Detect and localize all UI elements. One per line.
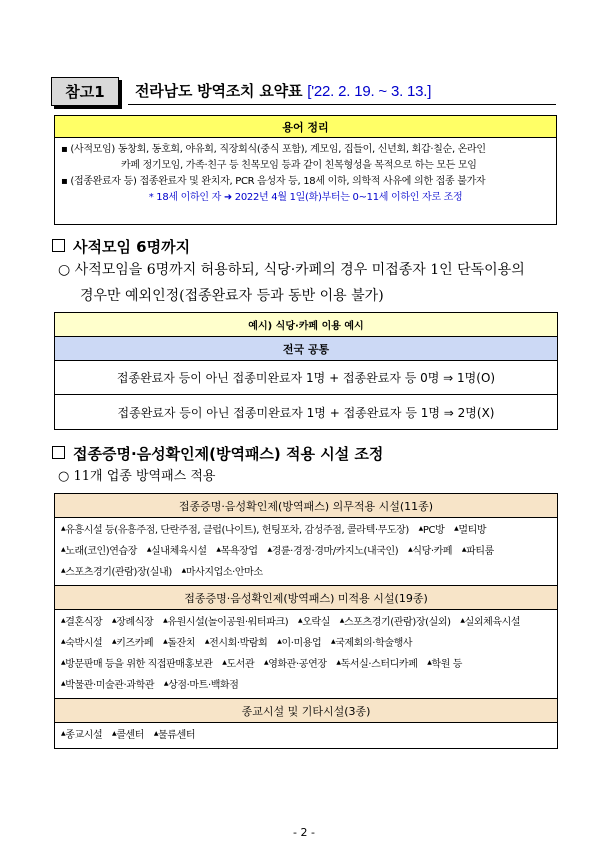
triangle-bullet-icon: ▲: [61, 638, 66, 645]
facility-label: 유흥시설 등(유흥주점, 단란주점, 클럽(나이트), 헌팅포차, 감성주점, 콜라텍·무도장): [65, 525, 409, 536]
facility-label: 도서관: [226, 659, 255, 670]
pass-group-heading-other: 종교시설 및 기타시설(3종): [55, 699, 557, 723]
square-bullet-icon: [52, 239, 65, 252]
facility-label: 식당·카페: [412, 546, 453, 557]
terms-line-private-gathering: ▪ (사적모임) 동창회, 동호회, 야유회, 직장회식(중식 포함), 계모임, 집들이, 신년회, 회갑·칠순, 온라인: [61, 144, 486, 155]
facility-item: [336, 659, 417, 670]
facility-item: [61, 567, 172, 578]
pass-facility-table: [54, 493, 558, 749]
triangle-bullet-icon: ▲: [454, 525, 459, 532]
facility-item: [112, 638, 153, 649]
facility-item: [61, 617, 102, 628]
title-date: ['22. 2. 19. ~ 3. 13.]: [307, 83, 432, 100]
facility-item: [164, 680, 239, 691]
facility-item: [462, 546, 494, 557]
facility-label: 경륜·경정·경마/카지노(내국인): [271, 546, 399, 557]
facility-item: [154, 730, 195, 741]
section-heading-text: 접종증명·음성확인제(방역패스) 적용 시설 조정: [73, 445, 384, 463]
triangle-bullet-icon: ▲: [336, 659, 341, 666]
triangle-bullet-icon: ▲: [267, 546, 272, 553]
facility-label: 콜센터: [116, 730, 145, 741]
facility-label: 스포츠경기(관람)장(실내): [65, 567, 172, 578]
triangle-bullet-icon: ▲: [61, 659, 66, 666]
triangle-bullet-icon: ▲: [298, 617, 303, 624]
facility-item: [61, 659, 212, 670]
triangle-bullet-icon: ▲: [163, 617, 168, 624]
terms-note: * 18세 이하인 자 ➜ 2022년 4월 1일(화)부터는 0~11세 이하인 자로 조정: [148, 192, 463, 203]
triangle-bullet-icon: ▲: [222, 659, 227, 666]
section1-para-line1: ○ 사적모임을 6명까지 허용하되, 식당·카페의 경우 미접종자 1인 단독이용의: [58, 262, 525, 278]
facility-label: 국제회의·학술행사: [335, 638, 413, 649]
facility-label: 장례식장: [116, 617, 154, 628]
section-heading-gathering: [52, 236, 190, 257]
cafe-usage-table: [54, 312, 558, 430]
triangle-bullet-icon: ▲: [460, 617, 465, 624]
facility-label: 종교시설: [65, 730, 103, 741]
triangle-bullet-icon: ▲: [427, 659, 432, 666]
section1-para-line2: 경우만 예외인정(접종완료자 등과 동반 이용 불가): [80, 288, 384, 304]
terms-body: [54, 138, 557, 225]
facility-item: [427, 659, 462, 670]
facility-label: 오락실: [302, 617, 330, 628]
facility-label: 박물관·미술관·과학관: [65, 680, 155, 691]
facility-item: [112, 617, 153, 628]
triangle-bullet-icon: ▲: [216, 546, 221, 553]
terms-line-vaccinated: ▪ (접종완료자 등) 접종완료자 및 완치자, PCR 음성자 등, 18세 이하, 의학적 사유에 의한 접종 불가자: [61, 176, 486, 187]
section-heading-pass: [52, 443, 383, 464]
facility-item: [454, 525, 486, 536]
triangle-bullet-icon: ▲: [264, 659, 269, 666]
terms-line-private-gathering-cont: 카페 정기모임, 가족·친구 등 친목모임 등과 같이 친목형성을 목적으로 하는 모든 모임: [121, 160, 477, 171]
facility-item: [408, 546, 452, 557]
triangle-bullet-icon: ▲: [461, 546, 467, 553]
facility-item: [163, 617, 288, 628]
facility-label: 키즈카페: [116, 638, 154, 649]
facility-item: [277, 638, 321, 649]
cafe-table-caption: 예시) 식당·카페 이용 예시: [55, 313, 557, 337]
cafe-table-common: 전국 공통: [55, 337, 557, 361]
pass-group-heading-exempt: 접종증명·음성확인제(방역패스) 미적용 시설(19종): [55, 586, 557, 610]
facility-item: [222, 659, 254, 670]
facility-item: [340, 617, 451, 628]
facility-label: 노래(코인)연습장: [65, 546, 138, 557]
section2-para: ○ 11개 업종 방역패스 적용: [58, 469, 216, 484]
facility-item: [419, 525, 445, 536]
terms-heading: 용어 정리: [54, 115, 557, 138]
facility-label: 물류센터: [158, 730, 196, 741]
facility-label: 스포츠경기(관람)장(실외): [344, 617, 451, 628]
section-heading-text: 사적모임 6명까지: [73, 238, 191, 256]
facility-label: 돌잔치: [167, 638, 196, 649]
facility-label: 실내체육시설: [151, 546, 207, 557]
pass-group-items-other: [55, 723, 557, 748]
triangle-bullet-icon: ▲: [408, 546, 413, 553]
cafe-table-row: 접종완료자 등이 아닌 접종미완료자 1명 + 접종완료자 등 1명 ⇒ 2명(X): [117, 405, 495, 420]
page-title: [135, 80, 431, 101]
facility-label: 숙박시설: [65, 638, 103, 649]
triangle-bullet-icon: ▲: [61, 680, 66, 687]
triangle-bullet-icon: ▲: [339, 617, 344, 624]
triangle-bullet-icon: ▲: [61, 567, 66, 574]
facility-label: 독서실·스터디카페: [340, 659, 418, 670]
facility-label: 방문판매 등을 위한 직접판매홍보관: [65, 659, 213, 670]
triangle-bullet-icon: ▲: [277, 638, 282, 645]
facility-label: 학원 등: [431, 659, 463, 670]
facility-item: [61, 730, 102, 741]
facility-label: PC방: [422, 525, 445, 536]
pass-group-items-exempt: [55, 610, 557, 699]
triangle-bullet-icon: ▲: [331, 638, 336, 645]
facility-item: [182, 567, 263, 578]
facility-item: [61, 525, 409, 536]
reference-badge: 참고1: [51, 77, 119, 106]
facility-label: 상점·마트·백화점: [168, 680, 239, 691]
facility-item: [61, 638, 102, 649]
triangle-bullet-icon: ▲: [181, 567, 186, 574]
title-underline: [128, 104, 556, 105]
triangle-bullet-icon: ▲: [153, 730, 159, 737]
facility-item: [460, 617, 520, 628]
facility-item: [61, 680, 154, 691]
triangle-bullet-icon: ▲: [112, 638, 117, 645]
facility-label: 유원시설(놀이공원·워터파크): [167, 617, 289, 628]
triangle-bullet-icon: ▲: [418, 525, 423, 532]
triangle-bullet-icon: ▲: [61, 525, 66, 532]
facility-label: 실외체육시설: [464, 617, 521, 628]
facility-label: 파티룸: [466, 546, 494, 557]
facility-item: [205, 638, 268, 649]
facility-label: 이·미용업: [281, 638, 322, 649]
facility-label: 영화관·공연장: [268, 659, 327, 670]
pass-group-heading-mandatory: 접종증명·음성확인제(방역패스) 의무적용 시설(11종): [55, 494, 557, 518]
pass-group-items-mandatory: [55, 518, 557, 586]
triangle-bullet-icon: ▲: [146, 546, 152, 553]
page-number: - 2 -: [293, 826, 315, 839]
triangle-bullet-icon: ▲: [112, 617, 117, 624]
facility-label: 마사지업소·안마소: [185, 567, 263, 578]
facility-item: [61, 546, 137, 557]
facility-label: 목욕장업: [220, 546, 258, 557]
square-bullet-icon: [52, 446, 65, 459]
facility-item: [163, 638, 195, 649]
facility-item: [216, 546, 257, 557]
title-main: 전라남도 방역조치 요약표: [135, 82, 308, 100]
facility-item: [147, 546, 207, 557]
facility-item: [264, 659, 327, 670]
facility-item: [112, 730, 144, 741]
facility-item: [267, 546, 398, 557]
triangle-bullet-icon: ▲: [204, 638, 210, 645]
cafe-table-row: 접종완료자 등이 아닌 접종미완료자 1명 + 접종완료자 등 0명 ⇒ 1명(O): [55, 361, 557, 395]
triangle-bullet-icon: ▲: [61, 730, 66, 737]
facility-label: 결혼식장: [65, 617, 103, 628]
triangle-bullet-icon: ▲: [112, 730, 117, 737]
triangle-bullet-icon: ▲: [163, 638, 168, 645]
facility-label: 전시회·박람회: [209, 638, 268, 649]
triangle-bullet-icon: ▲: [61, 546, 66, 553]
triangle-bullet-icon: ▲: [163, 680, 169, 687]
facility-label: 멀티방: [458, 525, 487, 536]
facility-item: [331, 638, 412, 649]
facility-item: [298, 617, 330, 628]
triangle-bullet-icon: ▲: [61, 617, 66, 624]
